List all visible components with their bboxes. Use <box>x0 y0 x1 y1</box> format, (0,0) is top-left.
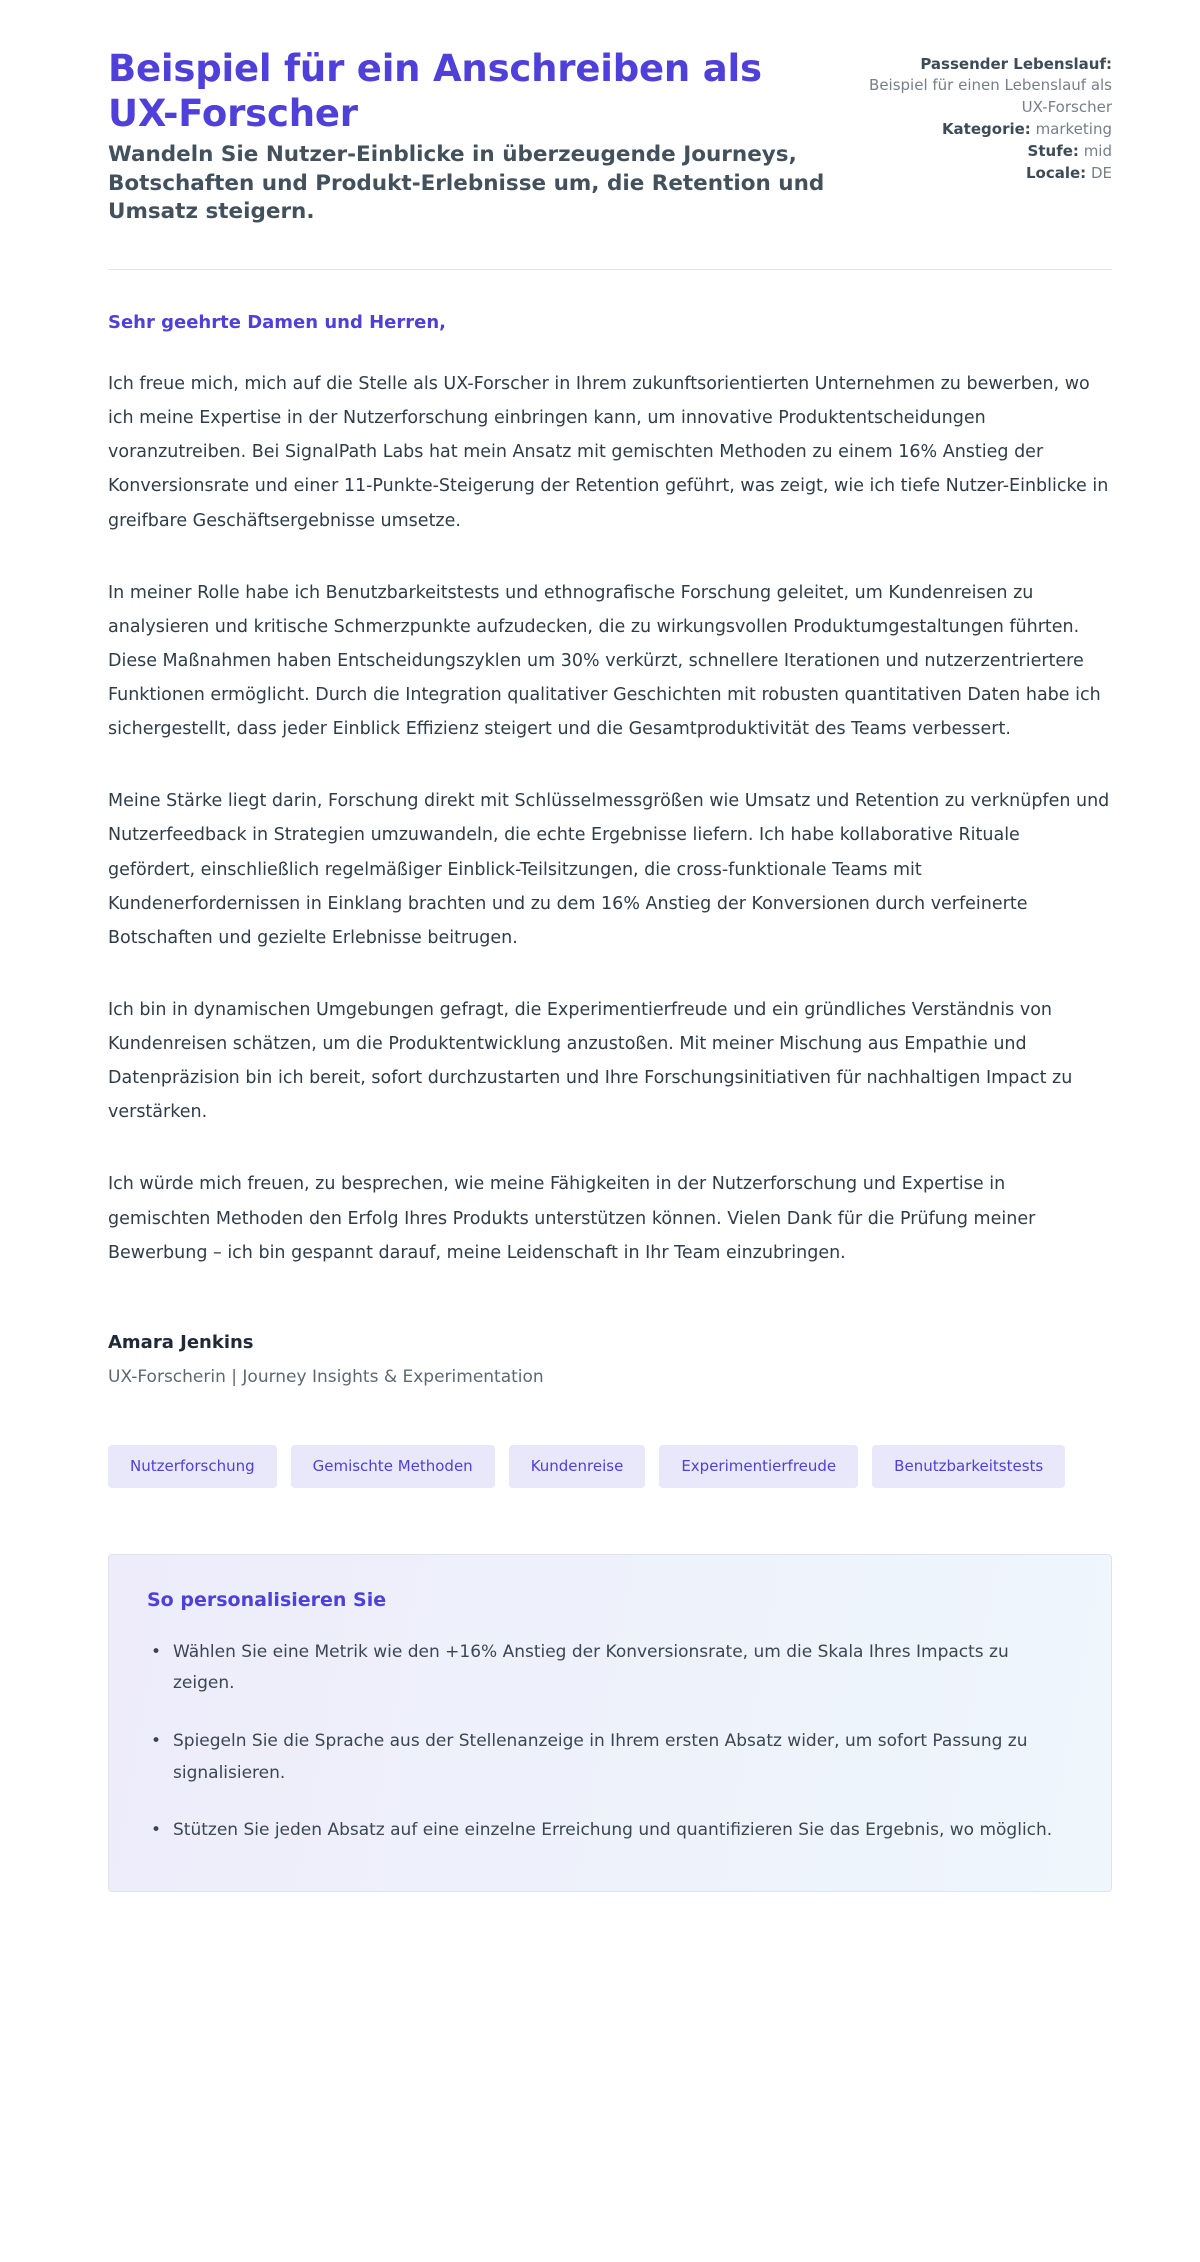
letter-paragraph-1: Ich freue mich, mich auf die Stelle als UX-Forscher in Ihrem zukunftsorientierten Unternehmen zu bewerben, wo ich meine Expertise in der Nutzerforschung einbringen kann, um innovative Produktentscheidungen voranzutreiben. Bei SignalPath Labs hat mein Ansatz mit gemischten Methoden zu einem 16% Anstieg der Konversionsrate und einer 11-Punkte-Steigerung der Retention geführt, was zeigt, wie ich tiefe Nutzer-Einblicke in greifbare Geschäftsergebnisse umsetze. <box>108 374 1109 531</box>
tag-chip-kundenreise[interactable]: Kundenreise <box>509 1445 646 1488</box>
meta-label-level: Stufe: <box>1027 142 1079 161</box>
tag-chip-gemischte-methoden[interactable]: Gemischte Methoden <box>291 1445 495 1488</box>
meta-value-matching-resume: Beispiel für einen Lebenslauf als UX-Forscher <box>869 76 1112 116</box>
meta-label-category: Kategorie: <box>941 119 1031 138</box>
callout-tip-text-1: Wählen Sie eine Metrik wie den +16% Anstieg der Konversionsrate, um die Skala Ihres Impacts zu zeigen. <box>173 1641 1009 1694</box>
meta-row-matching-resume <box>867 54 1112 118</box>
meta-row-locale <box>867 163 1112 184</box>
letter-paragraph-3: Meine Stärke liegt darin, Forschung direkt mit Schlüsselmessgrößen wie Umsatz und Retention zu verknüpfen und Nutzerfeedback in Strategien umzuwandeln, die echte Ergebnisse liefern. Ich habe kollaborative Rituale gefördert, einschließlich regelmäßiger Einblick-Teilsitzungen, die cross-funktionale Teams mit Kundenerfordernissen in Einklang brachten und zu dem 16% Anstieg der Konversionen durch verfeinerte Botschaften und gezielte Erlebnisse beitrugen. <box>108 791 1110 948</box>
callout-tip-list <box>147 1637 1073 1847</box>
page-subtitle: Wandeln Sie Nutzer-Einblicke in überzeugende Journeys, Botschaften und Produkt-Erlebnisse um, die Retention und Umsatz steigern. <box>108 142 825 225</box>
callout-tip-text-2: Spiegeln Sie die Sprache aus der Stellenanzeige in Ihrem ersten Absatz wider, um sofort Passung zu signalisieren. <box>173 1731 1028 1783</box>
meta-row-level <box>867 141 1112 162</box>
callout-title: So personalisieren Sie <box>147 1588 387 1611</box>
callout-tip-item-1 <box>147 1637 1073 1700</box>
tag-chip-nutzerforschung[interactable]: Nutzerforschung <box>108 1445 277 1488</box>
signature-name: Amara Jenkins <box>108 1331 254 1353</box>
callout-tip-item-2 <box>147 1726 1073 1789</box>
bullet-icon: • <box>151 1731 162 1751</box>
bullet-icon: • <box>151 1641 162 1662</box>
letter-paragraph-4: Ich bin in dynamischen Umgebungen gefragt, die Experimentierfreude und ein gründliches Verständnis von Kundenreisen schätzen, um die Produktentwicklung anzustoßen. Mit meiner Mischung aus Empathie und Datenpräzision bin ich bereit, sofort durchzustarten und Ihre Forschungsinitiativen für nachhaltigen Impact zu verstärken. <box>108 999 1073 1123</box>
signature-role: UX-Forscherin | Journey Insights & Experimentation <box>108 1366 544 1387</box>
letter-body <box>108 270 1112 1387</box>
header-title-block <box>108 46 827 227</box>
meta-row-category <box>867 119 1112 140</box>
callout-tip-item-3 <box>147 1815 1073 1847</box>
personalization-callout <box>108 1554 1112 1892</box>
tag-chip-experimentierfreude[interactable]: Experimentierfreude <box>659 1445 858 1488</box>
meta-label-locale: Locale: <box>1025 164 1087 183</box>
meta-value-level: mid <box>1083 142 1112 161</box>
letter-paragraph-5: Ich würde mich freuen, zu besprechen, wie meine Fähigkeiten in der Nutzerforschung und Expertise in gemischten Methoden den Erfolg Ihres Produkts unterstützen können. Vielen Dank für die Prüfung meiner Bewerbung – ich bin gespannt darauf, meine Leidenschaft in Ihr Team einzubringen. <box>108 1174 1036 1263</box>
letter-salutation: Sehr geehrte Damen und Herren, <box>108 312 447 334</box>
tag-chip-benutzbarkeitstests[interactable]: Benutzbarkeitstests <box>872 1445 1065 1488</box>
meta-label-matching-resume: Passender Lebenslauf: <box>920 55 1112 73</box>
meta-value-locale: DE <box>1090 164 1112 183</box>
letter-paragraph-2: In meiner Rolle habe ich Benutzbarkeitstests und ethnografische Forschung geleitet, um Kundenreisen zu analysieren und kritische Schmerzpunkte aufzudecken, die zu wirkungsvollen Produktumgestaltungen führten. Diese Maßnahmen haben Entscheidungszyklen um 30% verkürzt, schnellere Iterationen und nutzerzentriertere Funktionen ermöglicht. Durch die Integration qualitativer Geschichten mit robusten quantitativen Daten habe ich sichergestellt, dass jeder Einblick Effizienz steigert und die Gesamtproduktivität des Teams verbessert. <box>108 582 1101 740</box>
tag-list <box>108 1445 1112 1488</box>
document-header <box>108 46 1112 227</box>
header-metadata <box>867 46 1112 186</box>
meta-value-category: marketing <box>1035 119 1112 138</box>
signature-block <box>108 1332 1112 1387</box>
callout-tip-text-3: Stützen Sie jeden Absatz auf eine einzelne Erreichung und quantifizieren Sie das Ergebnis, wo möglich. <box>173 1820 1053 1841</box>
page-title: Beispiel für ein Anschreiben als UX-Forscher <box>108 47 762 136</box>
bullet-icon: • <box>151 1820 162 1841</box>
